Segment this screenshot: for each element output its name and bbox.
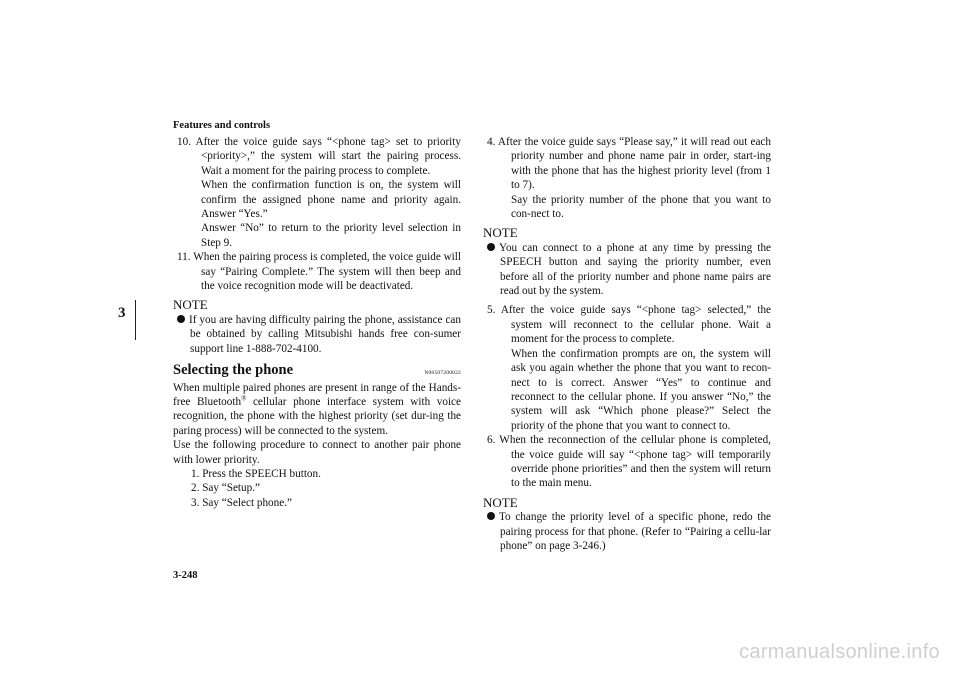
- step-5: [483, 303, 771, 433]
- bullet-icon: [487, 241, 499, 255]
- page-number: 3-248: [173, 570, 198, 581]
- right-column: [483, 135, 771, 553]
- note-item: [483, 241, 771, 299]
- note-text: To change the priority level of a specific phone, redo the pairing process for that phone. (Refer to “Pairing a cellu-lar phone” on page 3-246.): [499, 511, 771, 552]
- note-item: [173, 313, 461, 356]
- step-list: [173, 467, 461, 510]
- section-heading: [173, 363, 461, 380]
- step-6: [483, 433, 771, 491]
- step-5-text: After the voice guide says “<phone tag> selected,” the system will reconnect to the cellular phone. Wait a moment for the process to complete.: [500, 304, 771, 346]
- section-paragraph-1: [173, 381, 461, 439]
- step-4: [483, 135, 771, 221]
- step-6-number: 6.: [487, 434, 496, 447]
- section-code: N00507200022: [424, 370, 461, 377]
- step-10-text2: When the confirmation function is on, the system will confirm the assigned phone name and priority again. Answer “Yes.”: [201, 179, 461, 221]
- note-label: NOTE: [483, 225, 518, 241]
- section-title: Selecting the phone: [173, 362, 294, 379]
- bullet-icon: [177, 313, 189, 327]
- note-text: You can connect to a phone at any time by pressing the SPEECH button and saying the priority number, even before all of the priority number and phone name pairs are read out by the system.: [499, 241, 771, 298]
- chapter-divider: [135, 300, 136, 340]
- note-item: [483, 510, 771, 553]
- step-10: [173, 135, 461, 250]
- step-11-text: When the pairing process is completed, the voice guide will say “Pairing Complete.” The system will then beep and the voice recognition mode will be deactivated.: [193, 251, 461, 293]
- step-11: [173, 250, 461, 293]
- registered-mark: ®: [241, 394, 247, 403]
- step-11-number: 11.: [177, 251, 191, 264]
- left-column: [173, 135, 461, 510]
- list-item: 2. Say “Setup.”: [191, 482, 260, 495]
- step-4-text2: Say the priority number of the phone that you want to con-nect to.: [511, 193, 771, 221]
- step-5-text2: When the confirmation prompts are on, the system will ask you again whether the phone that you want to recon-nect to is correct. Answer “Yes” to continue and reconnect to the cellular phone. If you answer “No,” the system will ask “Which phone please?” Select the priority of the phone that you want to connect to.: [511, 347, 771, 432]
- section-paragraph-1b: cellular phone interface system with voice recognition, the phone with the highest priority (set dur-ing the paring process) will be connected to the system.: [173, 395, 461, 437]
- bullet-icon: [487, 510, 499, 524]
- step-4-number: 4.: [487, 136, 496, 148]
- step-10-number: 10.: [177, 136, 191, 148]
- note-label: NOTE: [173, 297, 208, 313]
- chapter-number: 3: [118, 305, 126, 321]
- list-item: 3. Say “Select phone.”: [191, 496, 292, 509]
- section-paragraph-1a: When multiple paired phones are present in range of the Hands-free Bluetooth: [173, 381, 461, 408]
- step-4-text: After the voice guide says “Please say,” it will read out each priority number and phone name pair in order, start-ing with the phone that has the highest priority level (from 1 to 7).: [497, 136, 771, 192]
- step-5-number: 5.: [487, 304, 496, 317]
- note-text: If you are having difficulty pairing the phone, assistance can be obtained by calling Mitsubishi hands free con-sumer support line 1-888-702-4100.: [189, 313, 461, 355]
- note-label: NOTE: [483, 494, 518, 510]
- step-6-text: When the reconnection of the cellular phone is completed, the voice guide will say “<phone tag> will temporarily override phone priorities” and then the system will return to the main menu.: [499, 434, 771, 490]
- watermark: carmanualsonline.info: [739, 641, 940, 663]
- page-header-title: Features and controls: [173, 120, 271, 131]
- step-10-text3: Answer “No” to return to the priority level selection in Step 9.: [201, 222, 461, 249]
- section-paragraph-2: Use the following procedure to connect to another pair phone with lower priority.: [173, 439, 461, 466]
- list-item: 1. Press the SPEECH button.: [191, 467, 321, 480]
- step-10-text: After the voice guide says “<phone tag> set to priority <priority>,” the system will start the pairing process. Wait a moment for the pairing process to complete.: [195, 136, 461, 177]
